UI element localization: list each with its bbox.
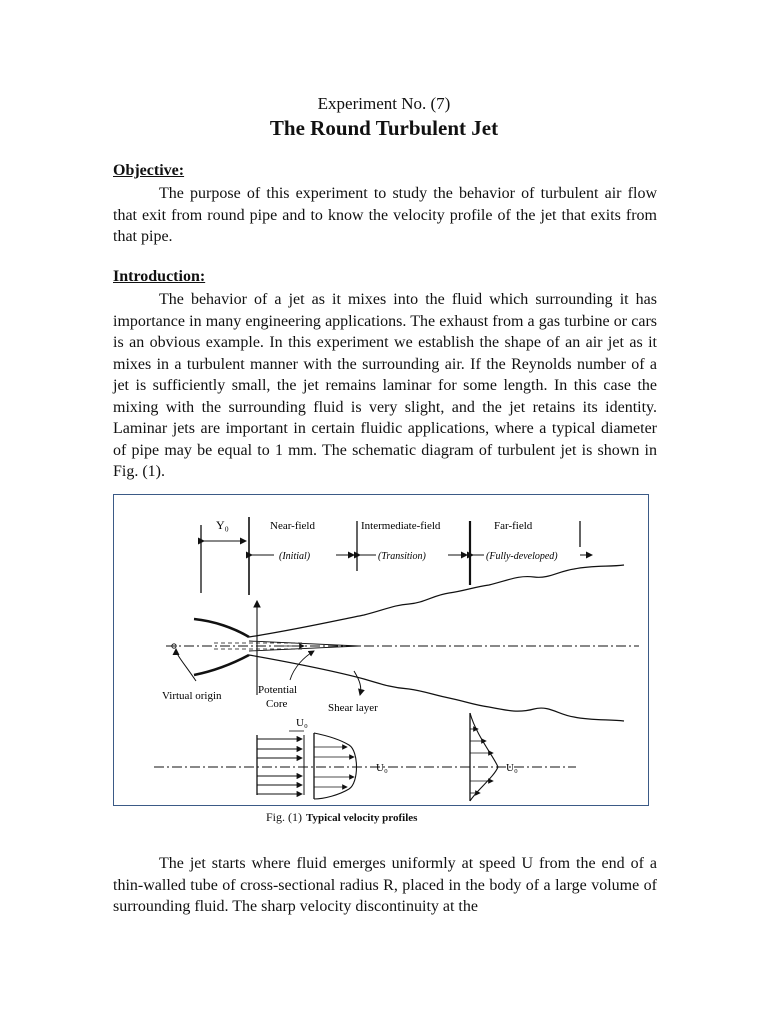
experiment-number: Experiment No. (7) — [317, 94, 451, 113]
page-title: The Round Turbulent Jet — [269, 116, 499, 140]
figure-caption-number: Fig. (1) — [266, 810, 302, 824]
introduction-paragraph: The behavior of a jet as it mixes into the fluid which surrounding it has importance in many engineering applications. The exhaust from a gas turbine or cars is an obvious example. In this experiment we establish the shape of an air jet as it mixes in a turbulent manner with the surrounding air. If the Reynolds number of a jet is sufficiently small, the jet remains laminar for some length. In this case the mixing with the surrounding fluid is very slight, and the jet retains its identity. Laminar jets are important in certain fluidic applications, where a typical diameter of pipe may be equal to 1 mm. The schematic diagram of turbulent jet is shown in Fig. (1). — [113, 291, 657, 480]
shear-layer-pointer — [354, 671, 361, 695]
nozzle-lower-wall — [194, 655, 249, 675]
nozzle-upper-wall — [194, 619, 249, 637]
objective-paragraph: The purpose of this experiment to study the behavior of turbulent air flow that exit from round pipe and to know the velocity profile of the jet that exits from that pipe. — [113, 185, 657, 245]
objective-heading: Objective: — [113, 162, 185, 179]
profile-2-curve — [314, 733, 357, 799]
u0-label-3: U₀ — [506, 762, 518, 774]
shear-layer-label: Shear layer — [328, 702, 378, 714]
introduction-heading: Introduction: — [113, 268, 206, 285]
virtual-origin-label: Virtual origin — [162, 690, 222, 702]
potential-label: Potential — [258, 684, 298, 696]
far-field-label: Far-field — [494, 520, 533, 532]
jet-diagram-figure — [113, 494, 649, 806]
virtual-origin-pointer — [176, 649, 196, 681]
fully-developed-label: (Fully-developed) — [486, 551, 558, 562]
core-label: Core — [266, 698, 288, 710]
profile-3-curve — [470, 713, 498, 801]
figure-caption-text: Typical velocity profiles — [306, 812, 418, 824]
transition-label: (Transition) — [378, 551, 426, 562]
y0-label: Y₀ — [216, 518, 229, 532]
u0-label-1: U₀ — [296, 717, 308, 729]
initial-label: (Initial) — [279, 551, 311, 562]
u0-label-2: U₀ — [376, 762, 388, 774]
near-field-label: Near-field — [270, 520, 315, 532]
jet-lower-boundary — [249, 655, 624, 721]
body-paragraph: The jet starts where fluid emerges uniformly at speed U from the end of a thin-walled tube of cross-sectional radius R, placed in the body of a large volume of surrounding fluid. The sharp velocity discontinuity at the — [113, 855, 657, 915]
jet-upper-boundary — [249, 565, 624, 637]
jet-diagram — [114, 495, 650, 807]
intermediate-field-label: Intermediate-field — [361, 520, 441, 532]
figure-caption — [266, 810, 417, 825]
